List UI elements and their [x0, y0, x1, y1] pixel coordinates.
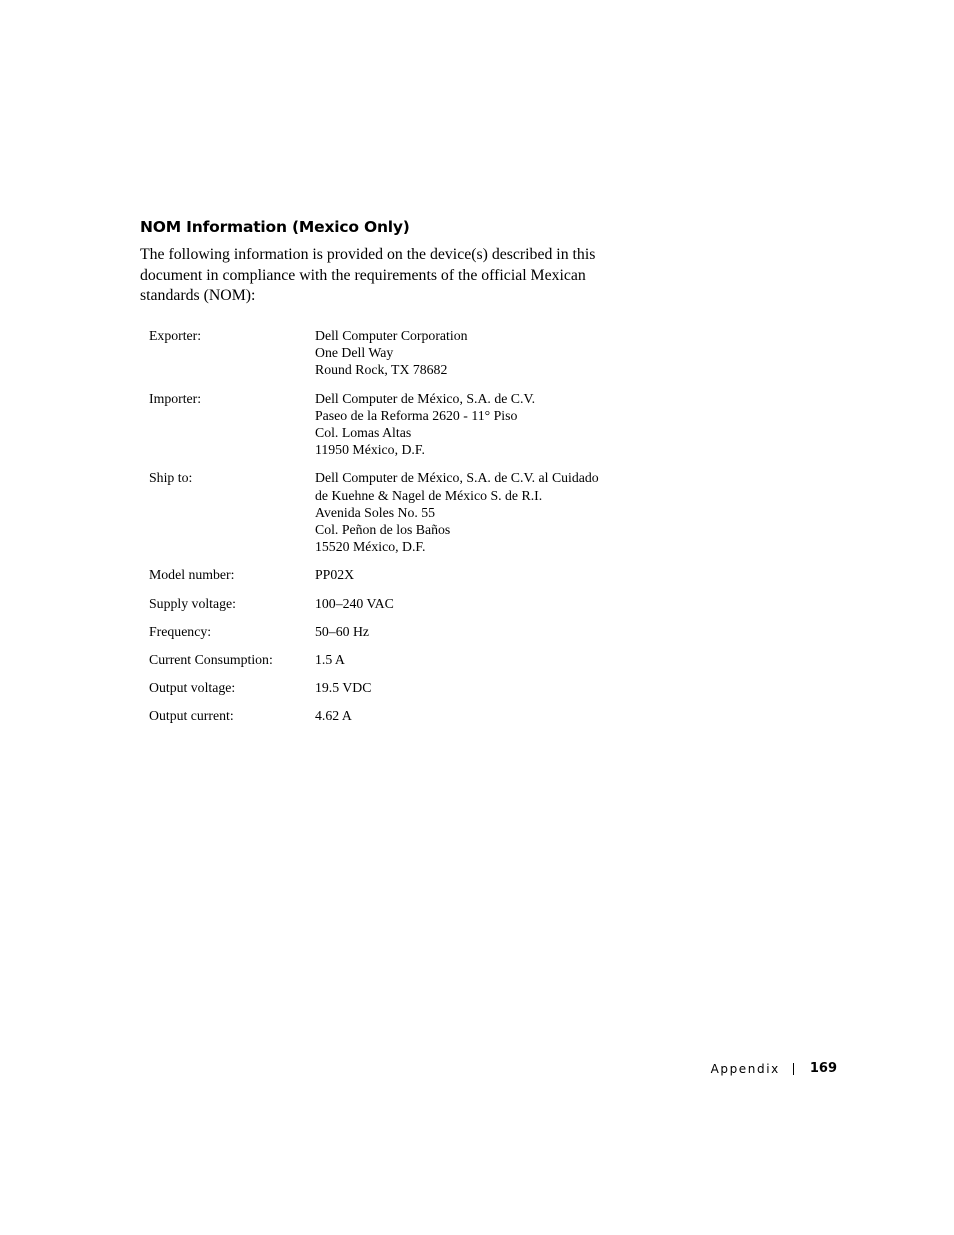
- row-label: Current Consumption:: [149, 652, 273, 668]
- row-label: Exporter:: [149, 328, 202, 343]
- value-line: 1.5 A: [315, 652, 345, 668]
- row-label: Output current:: [149, 708, 234, 724]
- row-value: [315, 390, 599, 470]
- value-line: Col. Peñon de los Baños: [315, 522, 451, 538]
- value-line: 50–60 Hz: [315, 623, 370, 639]
- nom-info-table: [149, 327, 599, 736]
- value-line: 11950 México, D.F.: [315, 442, 425, 458]
- table-row-importer: [149, 390, 599, 470]
- section-heading: NOM Information (Mexico Only): [140, 218, 410, 236]
- table-row-exporter: [149, 327, 599, 390]
- table-row-frequency: [149, 623, 599, 651]
- table-row-ship-to: [149, 469, 599, 566]
- intro-paragraph: The following information is provided on the device(s) described in this document in compliance with the requirements of the official Mexican standards (NOM):: [140, 246, 596, 304]
- table-row-supply-voltage: [149, 595, 599, 623]
- row-label: Ship to:: [149, 470, 193, 486]
- row-label: Frequency:: [149, 623, 212, 639]
- row-value: [315, 469, 599, 566]
- row-label: Supply voltage:: [149, 595, 236, 611]
- page-number: 169: [809, 1061, 837, 1076]
- value-line: 100–240 VAC: [315, 595, 394, 611]
- value-line: Round Rock, TX 78682: [315, 362, 448, 378]
- row-label: Importer:: [149, 390, 202, 406]
- row-label: Output voltage:: [149, 680, 236, 696]
- row-value: [315, 566, 599, 594]
- row-value: [315, 327, 599, 390]
- row-value: [315, 707, 599, 735]
- value-line: Dell Computer de México, S.A. de C.V.: [315, 390, 536, 406]
- row-label: Model number:: [149, 567, 235, 583]
- table-row-current-consumption: [149, 651, 599, 679]
- value-line: PP02X: [315, 567, 355, 583]
- value-line: 19.5 VDC: [315, 680, 372, 696]
- table-row-output-voltage: [149, 679, 599, 707]
- value-line: 15520 México, D.F.: [315, 539, 426, 555]
- row-value: [315, 623, 599, 651]
- table-row-output-current: [149, 707, 599, 735]
- row-value: [315, 651, 599, 679]
- value-line: Col. Lomas Altas: [315, 425, 412, 441]
- value-line: Avenida Soles No. 55: [315, 504, 436, 520]
- value-line: Paseo de la Reforma 2620 - 11° Piso: [315, 407, 518, 423]
- table-row-model-number: [149, 566, 599, 594]
- footer-section-title: Appendix: [710, 1061, 780, 1076]
- row-value: [315, 679, 599, 707]
- value-line: 4.62 A: [315, 708, 352, 724]
- value-line: Dell Computer Corporation: [315, 328, 468, 343]
- value-line: Dell Computer de México, S.A. de C.V. al Cuidado: [315, 470, 599, 486]
- page-footer: [711, 1061, 837, 1076]
- row-value: [315, 595, 599, 623]
- value-line: de Kuehne & Nagel de México S. de R.I.: [315, 487, 543, 503]
- value-line: One Dell Way: [315, 345, 394, 361]
- footer-divider: [793, 1063, 794, 1075]
